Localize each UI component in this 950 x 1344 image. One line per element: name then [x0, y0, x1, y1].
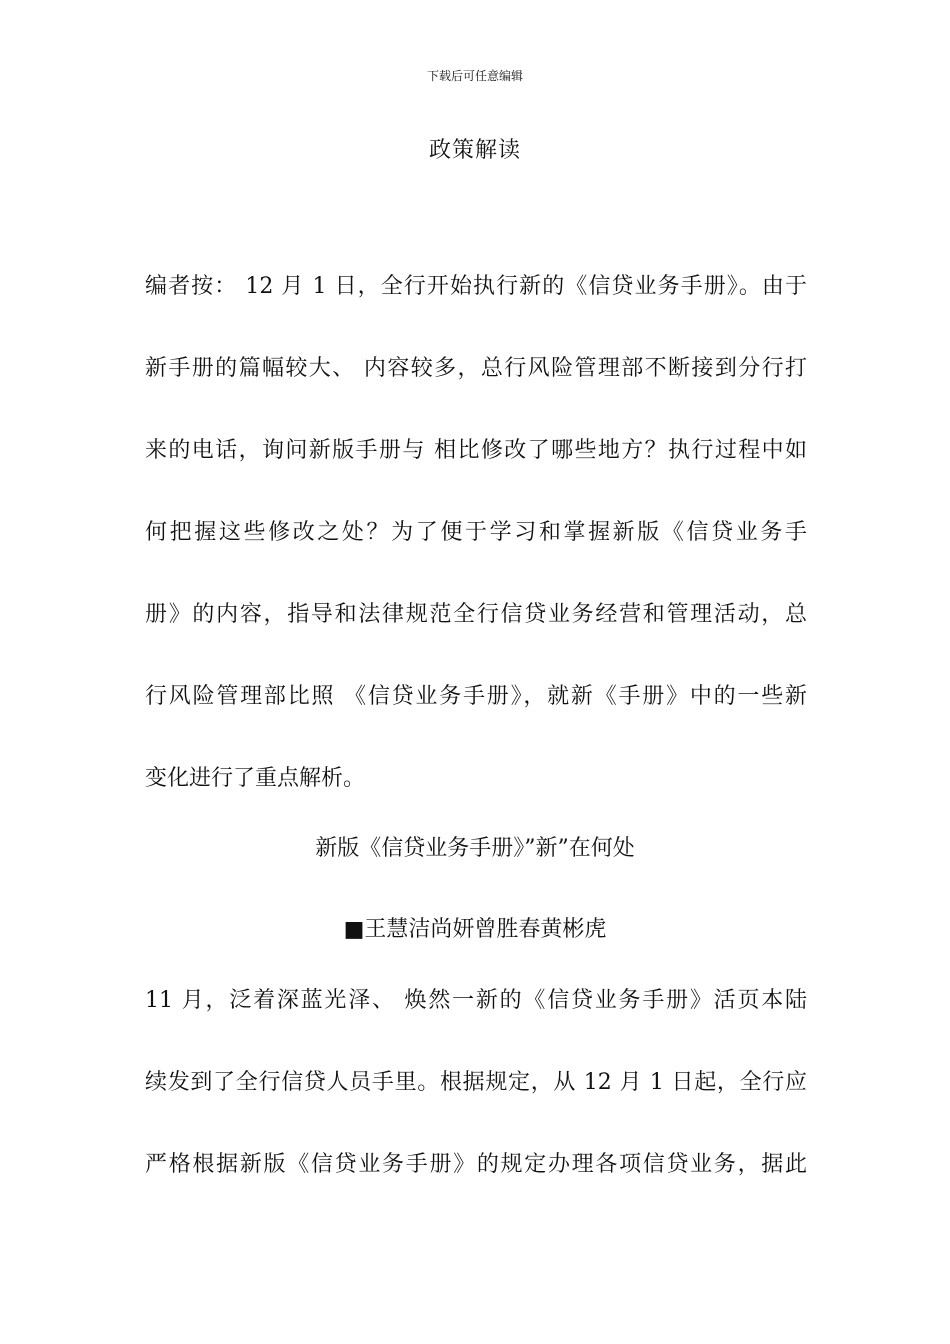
editor-note-line-2: 新手册的篇幅较大、 内容较多，总行风险管理部不断接到分行打 [145, 356, 807, 381]
article-authors: ■王慧洁尚妍曾胜春黄彬虎 [343, 917, 607, 942]
article-heading: 新版《信贷业务手册》”新”在何处 [315, 836, 635, 861]
editor-note-line-6: 行风险管理部比照 《信贷业务手册》，就新《手册》中的一些新 [145, 684, 807, 709]
body-line-1: 11 月，泛着深蓝光泽、 焕然一新的《信贷业务手册》活页本陆 [145, 988, 807, 1013]
editor-note-line-5: 册》的内容，指导和法律规范全行信贷业务经营和管理活动，总 [145, 602, 807, 627]
editor-note-line-7: 变化进行了重点解析。 [145, 766, 366, 791]
body-line-2: 续发到了全行信贷人员手里。根据规定，从 12 月 1 日起，全行应 [145, 1070, 807, 1095]
editor-note-line-3: 来的电话，询问新版手册与 相比修改了哪些地方？执行过程中如 [145, 438, 807, 463]
editor-note-line-4: 何把握这些修改之处？为了便于学习和掌握新版《信贷业务手 [145, 520, 807, 545]
editor-note-line-1: 编者按： 12 月 1 日，全行开始执行新的《信贷业务手册》。由于 [145, 274, 807, 299]
document-title: 政策解读 [428, 138, 521, 163]
body-line-3: 严格根据新版《信贷业务手册》的规定办理各项信贷业务，据此 [145, 1152, 807, 1177]
page-header-note: 下载后可任意编辑 [426, 69, 523, 83]
